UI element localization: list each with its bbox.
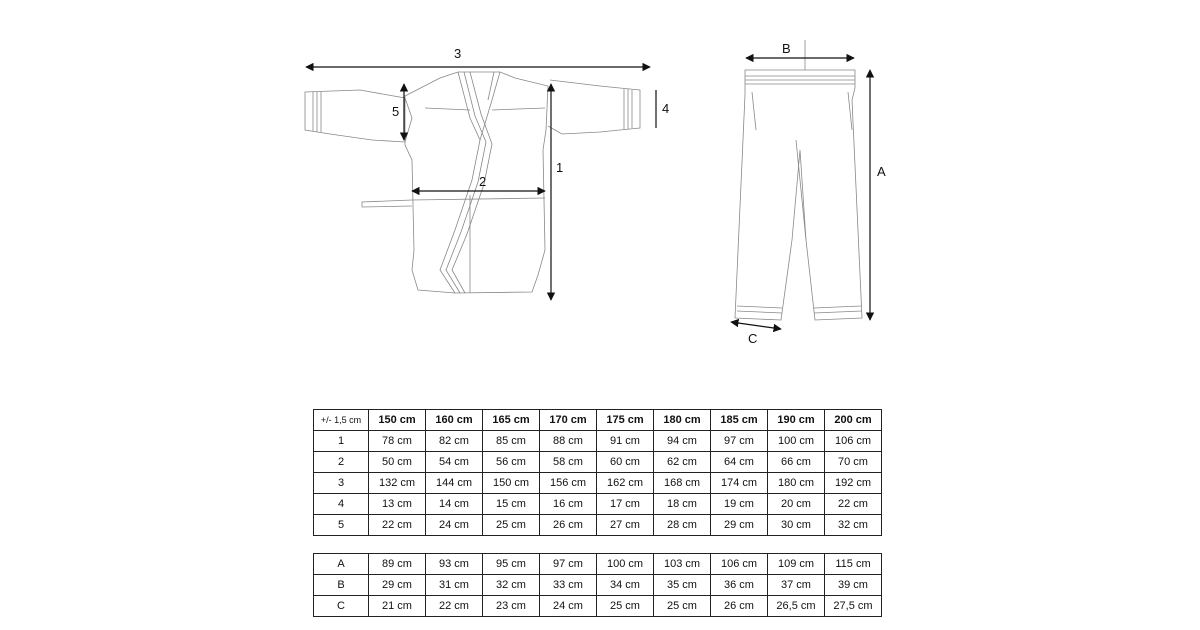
table-cell: 23 cm bbox=[483, 596, 540, 617]
label-3: 3 bbox=[454, 46, 462, 61]
table-cell: 25 cm bbox=[654, 596, 711, 617]
table-cell: 25 cm bbox=[597, 596, 654, 617]
label-5: 5 bbox=[392, 104, 400, 119]
table-cell: 14 cm bbox=[426, 494, 483, 515]
table-row bbox=[314, 431, 882, 452]
table-cell: 88 cm bbox=[540, 431, 597, 452]
table-cell: 25 cm bbox=[483, 515, 540, 536]
table-cell: 85 cm bbox=[483, 431, 540, 452]
table-cell: 58 cm bbox=[540, 452, 597, 473]
table-cell: 174 cm bbox=[711, 473, 768, 494]
measurement-row-label: B bbox=[314, 575, 369, 596]
table-cell: 21 cm bbox=[369, 596, 426, 617]
table-cell: 22 cm bbox=[825, 494, 882, 515]
label-A: A bbox=[877, 164, 886, 179]
size-column-header: 160 cm bbox=[426, 410, 483, 431]
table-cell: 162 cm bbox=[597, 473, 654, 494]
table-cell: 93 cm bbox=[426, 554, 483, 575]
table-cell: 22 cm bbox=[369, 515, 426, 536]
table-cell: 29 cm bbox=[711, 515, 768, 536]
measurement-row-label: 3 bbox=[314, 473, 369, 494]
table-cell: 94 cm bbox=[654, 431, 711, 452]
table-row bbox=[314, 473, 882, 494]
table-cell: 18 cm bbox=[654, 494, 711, 515]
table-cell: 66 cm bbox=[768, 452, 825, 473]
jacket-size-table bbox=[313, 409, 882, 536]
table-cell: 56 cm bbox=[483, 452, 540, 473]
size-column-header: 185 cm bbox=[711, 410, 768, 431]
table-cell: 156 cm bbox=[540, 473, 597, 494]
table-cell: 24 cm bbox=[540, 596, 597, 617]
pants-dimensions bbox=[731, 58, 870, 329]
table-cell: 82 cm bbox=[426, 431, 483, 452]
table-cell: 39 cm bbox=[825, 575, 882, 596]
table-cell: 34 cm bbox=[597, 575, 654, 596]
table-cell: 37 cm bbox=[768, 575, 825, 596]
table-cell: 32 cm bbox=[825, 515, 882, 536]
table-cell: 100 cm bbox=[768, 431, 825, 452]
table-cell: 26,5 cm bbox=[768, 596, 825, 617]
measurement-row-label: A bbox=[314, 554, 369, 575]
table-cell: 15 cm bbox=[483, 494, 540, 515]
jacket-table-body bbox=[314, 431, 882, 536]
table-cell: 17 cm bbox=[597, 494, 654, 515]
table-cell: 19 cm bbox=[711, 494, 768, 515]
size-column-header: 190 cm bbox=[768, 410, 825, 431]
pants-table-body bbox=[314, 554, 882, 617]
table-cell: 78 cm bbox=[369, 431, 426, 452]
table-row bbox=[314, 515, 882, 536]
pants-size-table bbox=[313, 553, 882, 617]
measurement-row-label: 4 bbox=[314, 494, 369, 515]
table-cell: 192 cm bbox=[825, 473, 882, 494]
size-column-header: 150 cm bbox=[369, 410, 426, 431]
table-cell: 26 cm bbox=[711, 596, 768, 617]
measurement-row-label: 5 bbox=[314, 515, 369, 536]
table-cell: 16 cm bbox=[540, 494, 597, 515]
size-column-header: 180 cm bbox=[654, 410, 711, 431]
size-column-header: 175 cm bbox=[597, 410, 654, 431]
table-cell: 168 cm bbox=[654, 473, 711, 494]
size-column-header: 165 cm bbox=[483, 410, 540, 431]
table-cell: 62 cm bbox=[654, 452, 711, 473]
table-cell: 109 cm bbox=[768, 554, 825, 575]
size-column-header: 200 cm bbox=[825, 410, 882, 431]
table-cell: 33 cm bbox=[540, 575, 597, 596]
table-cell: 24 cm bbox=[426, 515, 483, 536]
table-cell: 115 cm bbox=[825, 554, 882, 575]
table-cell: 91 cm bbox=[597, 431, 654, 452]
table-cell: 150 cm bbox=[483, 473, 540, 494]
label-B: B bbox=[782, 41, 791, 56]
table-cell: 100 cm bbox=[597, 554, 654, 575]
table-cell: 50 cm bbox=[369, 452, 426, 473]
table-header-row bbox=[314, 410, 882, 431]
table-cell: 54 cm bbox=[426, 452, 483, 473]
table-cell: 97 cm bbox=[711, 431, 768, 452]
table-cell: 180 cm bbox=[768, 473, 825, 494]
table-cell: 32 cm bbox=[483, 575, 540, 596]
size-column-header: 170 cm bbox=[540, 410, 597, 431]
dim-arrow-C bbox=[731, 322, 781, 329]
table-row bbox=[314, 596, 882, 617]
table-cell: 35 cm bbox=[654, 575, 711, 596]
table-cell: 31 cm bbox=[426, 575, 483, 596]
table-row bbox=[314, 452, 882, 473]
tolerance-header: +/- 1,5 cm bbox=[314, 410, 369, 431]
table-cell: 27,5 cm bbox=[825, 596, 882, 617]
measurement-row-label: 2 bbox=[314, 452, 369, 473]
table-cell: 144 cm bbox=[426, 473, 483, 494]
table-cell: 95 cm bbox=[483, 554, 540, 575]
table-cell: 106 cm bbox=[711, 554, 768, 575]
table-cell: 106 cm bbox=[825, 431, 882, 452]
table-cell: 22 cm bbox=[426, 596, 483, 617]
table-row bbox=[314, 554, 882, 575]
table-cell: 70 cm bbox=[825, 452, 882, 473]
label-4: 4 bbox=[662, 101, 670, 116]
table-cell: 30 cm bbox=[768, 515, 825, 536]
pants-drawing bbox=[735, 40, 862, 320]
label-C: C bbox=[748, 331, 758, 346]
table-cell: 60 cm bbox=[597, 452, 654, 473]
table-cell: 26 cm bbox=[540, 515, 597, 536]
label-2: 2 bbox=[479, 174, 487, 189]
table-cell: 97 cm bbox=[540, 554, 597, 575]
measurement-row-label: C bbox=[314, 596, 369, 617]
table-cell: 28 cm bbox=[654, 515, 711, 536]
table-cell: 132 cm bbox=[369, 473, 426, 494]
table-cell: 27 cm bbox=[597, 515, 654, 536]
table-cell: 89 cm bbox=[369, 554, 426, 575]
table-cell: 20 cm bbox=[768, 494, 825, 515]
jacket-drawing bbox=[305, 72, 640, 293]
table-row bbox=[314, 575, 882, 596]
table-cell: 36 cm bbox=[711, 575, 768, 596]
table-cell: 103 cm bbox=[654, 554, 711, 575]
table-cell: 29 cm bbox=[369, 575, 426, 596]
label-1: 1 bbox=[556, 160, 564, 175]
table-cell: 64 cm bbox=[711, 452, 768, 473]
measurement-row-label: 1 bbox=[314, 431, 369, 452]
table-row bbox=[314, 494, 882, 515]
table-cell: 13 cm bbox=[369, 494, 426, 515]
